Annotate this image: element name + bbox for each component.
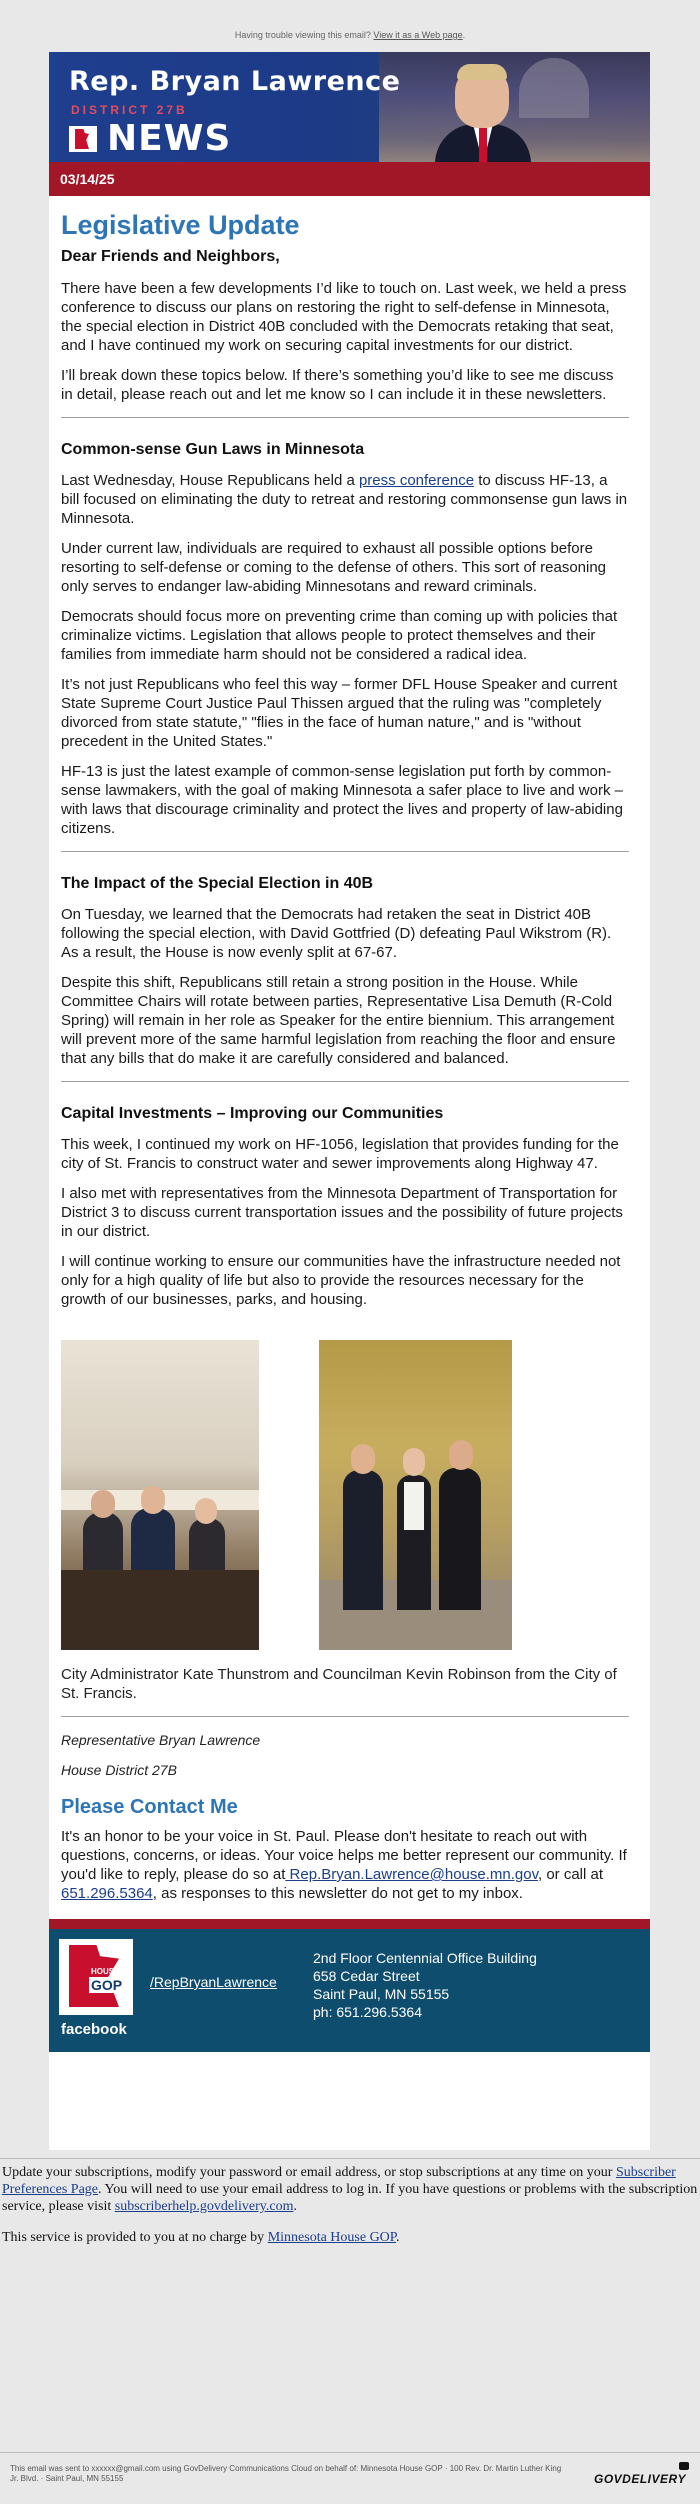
web-page-link[interactable]: View it as a Web page <box>373 30 463 40</box>
facebook-icon: facebook <box>61 2021 127 2038</box>
newsletter-content <box>61 196 629 1903</box>
trouble-viewing-note: Having trouble viewing this email? View it as a Web page. <box>234 30 466 40</box>
banner-district: DISTRICT 27B <box>71 103 188 117</box>
footer <box>49 1929 650 2052</box>
sent-to-note: This email was sent to xxxxxx@gmail.com using GovDelivery Communications Cloud on behalf of: Minnesota House GOP · 100 Rev. Dr. Martin Luther King Jr. Blvd. · Saint Paul, MN 55155 <box>10 2464 562 2483</box>
date-bar <box>49 162 650 196</box>
subscription-paragraph: Update your subscriptions, modify your password or email address, or stop subscriptions at any time on your Subscriber Preferences Page. You will need to use your email address to log in. If you have questions or problems with the subscription service, please visit subscriberhelp.govdelivery.com. <box>2 2165 698 2214</box>
section-divider <box>61 1716 629 1717</box>
issue-date: 03/14/25 <box>60 171 115 187</box>
office-address: 2nd Floor Centennial Office Building 658 Cedar Street Saint Paul, MN 55155 ph: 651.296.5364 <box>313 1950 537 2020</box>
govdelivery-logo: GOVDELIVERY <box>594 2472 686 2486</box>
phone-link[interactable]: 651.296.5364 <box>61 1885 153 1902</box>
guns-paragraph: Democrats should focus more on preventing crime than coming up with policies that criminalize victims. Legislation that allows people to protect themselves and their families from immediate harm should not be considered a radical idea. <box>61 608 618 663</box>
section-heading-capital: Capital Investments – Improving our Communities <box>61 1105 444 1122</box>
newsletter-card <box>49 52 650 2150</box>
intro-paragraph: There have been a few developments I’d like to touch on. Last week, we held a press conference to discuss our plans on restoring the right to self-defense in Minnesota, the special election in District 40B concluded with the Democrats retaking that seat, and I have continued my work on securing capital investments for our district. <box>61 280 627 354</box>
banner-news: NEWS <box>107 118 232 159</box>
divider <box>0 2158 700 2159</box>
house-gop-link[interactable]: Minnesota House GOP <box>267 2230 397 2245</box>
signature-district: House District 27B <box>61 1762 177 1778</box>
chat-bubble-icon <box>679 2462 689 2470</box>
subscription-notice <box>0 2164 700 2260</box>
guns-paragraph: Under current law, individuals are required to exhaust all possible options before resorting to self-defense or coming to the defense of others. This sort of reasoning only serves to endanger law-abiding Minnesotans and reward criminals. <box>61 540 607 595</box>
contact-heading: Please Contact Me <box>61 1796 238 1818</box>
minnesota-logo-icon <box>69 126 97 152</box>
email-link[interactable]: Rep.Bryan.Lawrence@house.mn.gov <box>285 1866 538 1883</box>
section-divider <box>61 1081 629 1082</box>
election-paragraph: Despite this shift, Republicans still retain a strong position in the House. While Committee Chairs will rotate between parties, Representative Lisa Demuth (R-Cold Spring) will remain in her role as Speaker for the entire biennium. This arrangement will prevent more of the same harmful legislation from reaching the floor and ensure that any bills that do make it are carefully considered and balanced. <box>61 974 616 1067</box>
footer-band <box>49 1919 650 1929</box>
signature-name: Representative Bryan Lawrence <box>61 1732 261 1748</box>
election-paragraph: On Tuesday, we learned that the Democrats had retaken the seat in District 40B following the special election, with David Gottfried (D) defeating Paul Wikstrom (R). As a result, the House is now evenly split at 67-67. <box>61 906 612 961</box>
subscriber-help-link[interactable]: subscriberhelp.govdelivery.com <box>114 2199 294 2214</box>
city-officials-photo <box>319 1340 512 1650</box>
section-divider <box>61 417 629 418</box>
page-title: Legislative Update <box>61 210 300 240</box>
banner-title: Rep. Bryan Lawrence <box>69 66 401 97</box>
header-banner <box>49 52 650 162</box>
photo-row <box>61 1340 629 1665</box>
section-heading-guns: Common-sense Gun Laws in Minnesota <box>61 441 365 458</box>
guns-paragraph: Last Wednesday, House Republicans held a press conference to discuss HF-13, a bill focused on eliminating the duty to retreat and restoring commonsense gun laws in Minnesota. <box>61 472 628 527</box>
contact-paragraph: It's an honor to be your voice in St. Paul. Please don't hesitate to reach out with questions, concerns, or ideas. Your voice helps me better represent our community. If you'd like to reply, please do so at Rep.Bryan.Lawrence@house.mn.gov, or call at 651.296.5364, as responses to this newsletter do not get to my inbox. <box>61 1828 627 1902</box>
capital-paragraph: I will continue working to ensure our communities have the infrastructure needed not only for a high quality of life but also to provide the resources necessary for the growth of our businesses, parks, and housing. <box>61 1253 621 1308</box>
service-paragraph: This service is provided to you at no charge by Minnesota House GOP. <box>2 2230 400 2245</box>
divider <box>0 2452 700 2453</box>
capital-paragraph: This week, I continued my work on HF-1056, legislation that provides funding for the city of St. Francis to construct water and sewer improvements along Highway 47. <box>61 1136 619 1172</box>
guns-paragraph: HF-13 is just the latest example of common-sense legislation put forth by common-sense lawmakers, with the goal of making Minnesota a safer place to live and work – with laws that discourage criminality and protect the lives and property of law-abiding citizens. <box>61 763 623 837</box>
subscriber-preferences-link[interactable]: Subscriber Preferences Page <box>2 2165 676 2197</box>
press-conference-link[interactable]: press conference <box>358 472 475 489</box>
section-divider <box>61 851 629 852</box>
photo-caption: City Administrator Kate Thunstrom and Councilman Kevin Robinson from the City of St. Francis. <box>61 1666 617 1702</box>
capital-paragraph: I also met with representatives from the Minnesota Department of Transportation for District 3 to discuss current transportation issues and the possibility of future projects in our district. <box>61 1185 623 1240</box>
facebook-handle-link[interactable]: /RepBryanLawrence <box>150 1974 277 1990</box>
section-heading-election: The Impact of the Special Election in 40B <box>61 875 374 892</box>
house-gop-facebook-logo[interactable]: HOUSE GOP facebook <box>59 1939 139 2041</box>
guns-paragraph: It’s not just Republicans who feel this way – former DFL House Speaker and current State Supreme Court Justice Paul Thissen argued that the ruling was "completely divorced from state statute," "flies in the face of human nature," and is "without precedent in the United States." <box>61 676 618 750</box>
committee-hearing-photo <box>61 1340 259 1650</box>
greeting: Dear Friends and Neighbors, <box>61 248 280 265</box>
representative-portrait <box>427 62 537 162</box>
intro-paragraph: I’ll break down these topics below. If there’s something you’d like to see me discuss in detail, please reach out and let me know so I can include it in these newsletters. <box>61 367 614 403</box>
